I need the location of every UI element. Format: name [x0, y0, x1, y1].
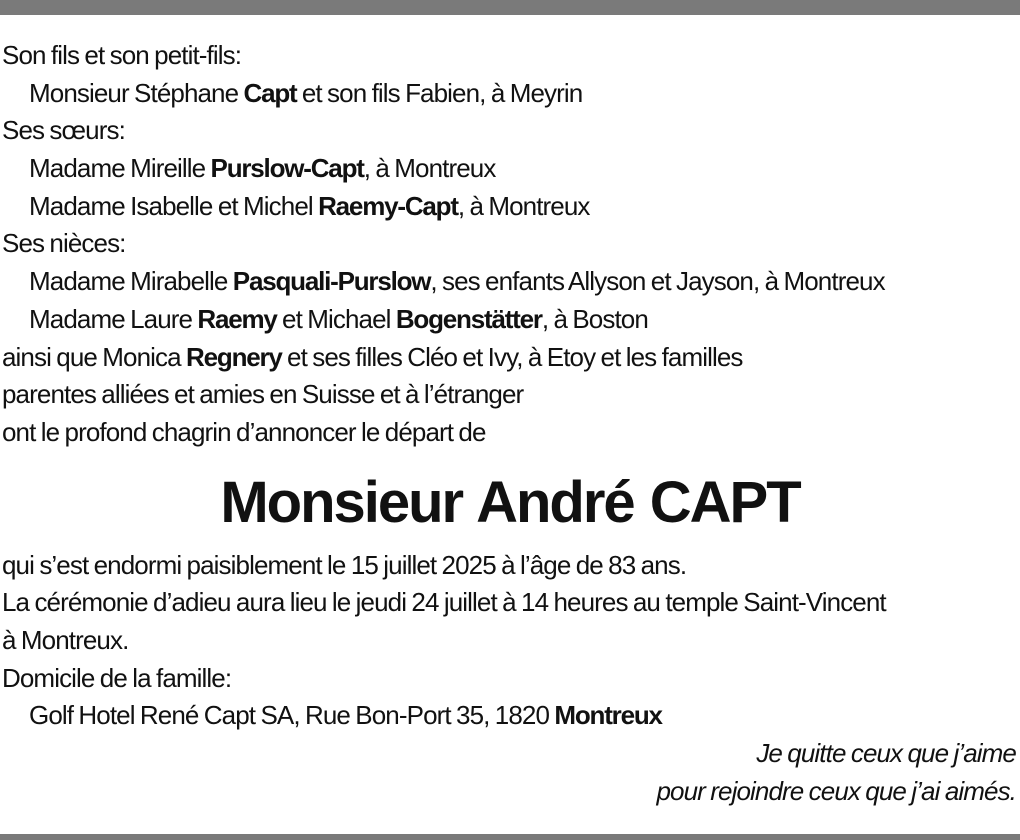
family-name: Pasquali-Purslow [232, 266, 431, 297]
ceremony-line: à Montreux. [2, 624, 129, 655]
sister-line: Madame Isabelle et Michel Raemy-Capt, à Montreux [29, 190, 590, 221]
sisters-heading: Ses sœurs: [2, 115, 125, 146]
announce-line: ont le profond chagrin d’annoncer le départ de [2, 416, 486, 447]
top-border [0, 0, 1020, 15]
nieces-heading: Ses nièces: [2, 228, 126, 259]
family-name: Regnery [186, 341, 282, 372]
family-name: Capt [243, 77, 297, 108]
sister-line: Madame Mireille Purslow-Capt, à Montreux [29, 153, 496, 184]
family-name: Raemy [197, 303, 277, 334]
son-line: Monsieur Stéphane Capt et son fils Fabien, à Meyrin [29, 77, 583, 108]
relatives-line: parentes alliées et amies en Suisse et à l’étranger [2, 379, 524, 410]
family-name: Raemy-Capt [318, 190, 458, 221]
family-name: Purslow-Capt [210, 153, 364, 184]
domicile-heading: Domicile de la famille: [2, 662, 232, 693]
deceased-name: Monsieur André CAPT [220, 469, 800, 535]
bottom-border [0, 834, 1020, 840]
city-name: Montreux [554, 700, 662, 731]
domicile-line: Golf Hotel René Capt SA, Rue Bon-Port 35, 1820 Montreux [29, 700, 662, 731]
family-name: Bogenstätter [395, 303, 542, 334]
quote-line: Je quitte ceux que j’aime [756, 738, 1016, 768]
niece-line: Madame Laure Raemy et Michael Bogenstätter, à Boston [29, 303, 648, 334]
others-line: ainsi que Monica Regnery et ses filles Cléo et Ivy, à Etoy et les familles [2, 341, 743, 372]
son-heading: Son fils et son petit-fils: [2, 40, 242, 70]
passing-line: qui s’est endormi paisiblement le 15 juillet 2025 à l’âge de 83 ans. [2, 549, 687, 580]
obituary-notice [2, 37, 1018, 810]
ceremony-line: La cérémonie d’adieu aura lieu le jeudi 24 juillet à 14 heures au temple Saint-Vincent [2, 587, 886, 618]
quote-line: pour rejoindre ceux que j’ai aimés. [656, 775, 1016, 806]
niece-line: Madame Mirabelle Pasquali-Purslow, ses enfants Allyson et Jayson, à Montreux [29, 266, 885, 297]
